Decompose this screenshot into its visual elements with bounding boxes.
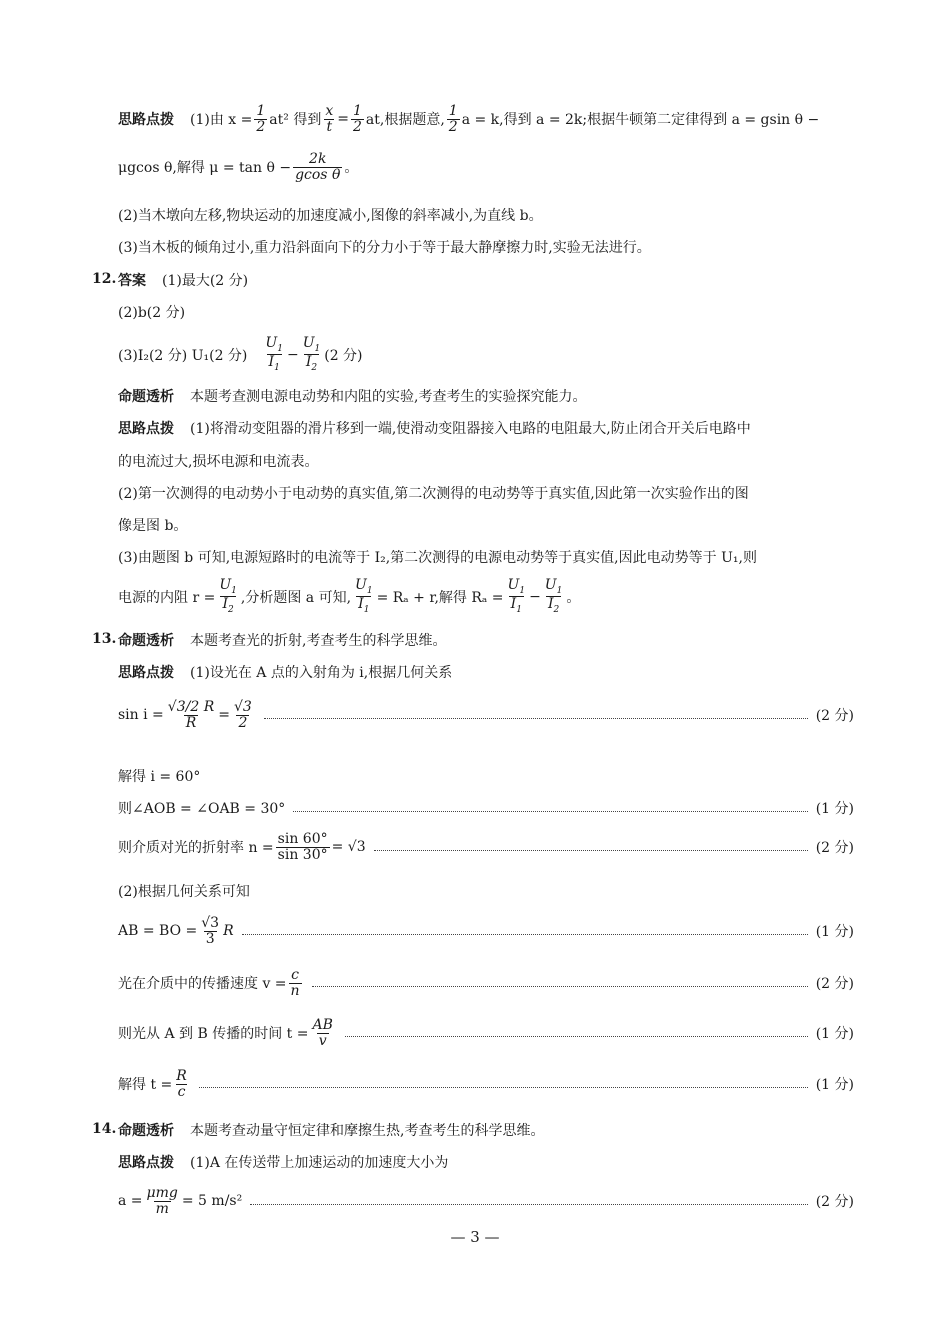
score: (2 分) xyxy=(815,976,854,993)
score: (1 分) xyxy=(815,1026,854,1043)
q13-t-line: 则光从 A 到 B 传播的时间 t = $\frac{AB}{v}$ (1 分) xyxy=(118,1017,854,1049)
q13-n-line: 则介质对光的折射率 n = $\frac{\sin 60^\circ}{\sin 30^\circ}$ = √3 (2 分) xyxy=(118,831,854,863)
q13-v-line: 光在介质中的传播速度 v = $\frac{c}{n}$ (2 分) xyxy=(118,967,854,999)
fraction: $\frac{U_1}{I_2}$ xyxy=(302,335,321,374)
analysis-keyword: 命题透析 xyxy=(118,389,174,405)
question-number: 12. xyxy=(92,271,117,287)
dot-leader xyxy=(345,1036,808,1037)
q14-analysis: 命题透析 本题考查动量守恒定律和摩擦生热,考查考生的科学思维。 xyxy=(118,1120,854,1140)
q12-analysis: 命题透析 本题考查测电源电动势和内阻的实验,考查考生的实验探究能力。 xyxy=(118,386,854,406)
fraction: $\frac{1}{2}$ xyxy=(256,103,266,135)
q11-line-4: (3)当木板的倾角过小,重力沿斜面向下的分力小于等于最大静摩擦力时,实验无法进行。 xyxy=(118,240,651,256)
q13-analysis: 命题透析 本题考查光的折射,考查考生的科学思维。 xyxy=(118,630,854,650)
q12-tip-3b: 电源的内阻 r = $\frac{U_1}{I_2}$ ,分析题图 a 可知, $\frac{U_1}{I_1}$ = Rₐ + r,解得 Rₐ = $\frac{U_1}{I_1}$ − $\frac{U_1}{I_2}$ 。 xyxy=(118,577,581,616)
q12-tip-1b: 的电流过大,损坏电源和电流表。 xyxy=(118,454,319,470)
score: (1 分) xyxy=(815,924,854,941)
score: (1 分) xyxy=(815,801,854,817)
question-number: 13. xyxy=(92,631,117,647)
fraction: $\frac{R}{c}$ xyxy=(176,1068,187,1100)
dot-leader xyxy=(312,986,808,987)
score: (2 分) xyxy=(815,840,854,857)
q13-geo: (2)根据几何关系可知 xyxy=(118,884,250,900)
q12-tip-1: 思路点拨 (1)将滑动变阻器的滑片移到一端,使滑动变阻器接入电路的电阻最大,防止闭合开关后电路中 xyxy=(118,418,854,438)
q12-answer-3: (3)I₂(2 分) U₁(2 分) $\frac{U_1}{I_1}$ − $\frac{U_1}{I_2}$ (2 分) xyxy=(118,335,363,374)
question-number: 14. xyxy=(92,1121,117,1137)
fraction: $\frac{AB}{v}$ xyxy=(312,1017,333,1049)
dot-leader xyxy=(374,850,808,851)
answer-keyword: 答案 xyxy=(118,273,146,289)
q12-answer-2: (2)b(2 分) xyxy=(118,305,186,321)
fraction: $\frac{\text{μmg}}{m}$ xyxy=(146,1185,178,1217)
fraction: $\frac{√3}{2}$ xyxy=(233,699,252,731)
dot-leader xyxy=(250,1204,808,1205)
dot-leader xyxy=(242,934,808,935)
q12-tip-2: (2)第一次测得的电动势小于电动势的真实值,第二次测得的电动势等于真实值,因此第一次实验作出的图 xyxy=(118,486,749,502)
q12-answer-1: 答案 (1)最大(2 分) xyxy=(118,270,854,290)
fraction: $\frac{U_1}{I_2}$ xyxy=(544,577,563,616)
score: (2 分) xyxy=(815,708,854,725)
q13-i-value: 解得 i = 60° xyxy=(118,769,201,785)
fraction: $\frac{√3/2 R}{R}$ xyxy=(167,699,215,731)
q12-tip-2b: 像是图 b。 xyxy=(118,518,188,534)
dot-leader xyxy=(293,811,807,812)
q13-tip-1: 思路点拨 (1)设光在 A 点的入射角为 i,根据几何关系 xyxy=(118,662,854,682)
dot-leader xyxy=(199,1087,808,1088)
score: (1 分) xyxy=(815,1077,854,1094)
fraction: $\frac{2k}{\text{gcos θ}}$ xyxy=(295,151,341,183)
score: (2 分) xyxy=(815,1194,854,1211)
tip-keyword: 思路点拨 xyxy=(118,112,174,129)
q12-tip-3: (3)由题图 b 可知,电源短路时的电流等于 I₂,第二次测得的电源电动势等于真实值,因此电动势等于 U₁,则 xyxy=(118,550,757,566)
page-number: — 3 — xyxy=(450,1228,500,1246)
q13-sin-line: sin i = $\frac{√3/2 R}{R}$ = $\frac{√3}{2}$ (2 分) xyxy=(118,699,854,731)
fraction: $\frac{U_1}{I_1}$ xyxy=(355,577,373,616)
fraction: $\frac{\sin 60^\circ}{\sin 30^\circ}$ xyxy=(277,831,328,863)
fraction: $\frac{√3}{3}$ xyxy=(201,915,220,947)
q11-line-2: μgcos θ,解得 μ = tan θ − $\frac{2k}{\text{gcos θ}}$ 。 xyxy=(118,151,359,183)
tip-keyword: 思路点拨 xyxy=(118,665,174,681)
analysis-keyword: 命题透析 xyxy=(118,1123,174,1139)
fraction: $\frac{1}{2}$ xyxy=(448,103,458,135)
fraction: $\frac{U_1}{I_2}$ xyxy=(219,577,237,616)
tip-keyword: 思路点拨 xyxy=(118,421,174,437)
fraction: $\frac{U_1}{I_1}$ xyxy=(507,577,526,616)
fraction: $\frac{c}{n}$ xyxy=(290,967,300,999)
fraction: $\frac{x}{t}$ xyxy=(325,103,334,135)
q13-ab-line: AB = BO = $\frac{√3}{3}$ R (1 分) xyxy=(118,915,854,947)
q14-a-line: a = $\frac{\text{μmg}}{m}$ = 5 m/s² (2 分) xyxy=(118,1185,854,1217)
analysis-keyword: 命题透析 xyxy=(118,633,174,649)
q11-line-1: 思路点拨 (1)由 x = $\frac{1}{2}$ at² 得到 $\frac{x}{t}$ = $\frac{1}{2}$ at,根据题意, $\frac{1}{2}$ a = k,得到 a = 2k;根据牛顿第二定律得到 a = gsin θ − xyxy=(118,103,820,135)
q13-angle-line: 则∠AOB = ∠OAB = 30° (1 分) xyxy=(118,798,854,818)
q14-tip-1: 思路点拨 (1)A 在传送带上加速运动的加速度大小为 xyxy=(118,1152,854,1172)
dot-leader xyxy=(264,718,808,719)
fraction: $\frac{U_1}{I_1}$ xyxy=(265,335,283,374)
tip-keyword: 思路点拨 xyxy=(118,1155,174,1171)
fraction: $\frac{1}{2}$ xyxy=(352,103,362,135)
q11-line-3: (2)当木墩向左移,物块运动的加速度减小,图像的斜率减小,为直线 b。 xyxy=(118,208,543,224)
q13-t2-line: 解得 t = $\frac{R}{c}$ (1 分) xyxy=(118,1068,854,1100)
